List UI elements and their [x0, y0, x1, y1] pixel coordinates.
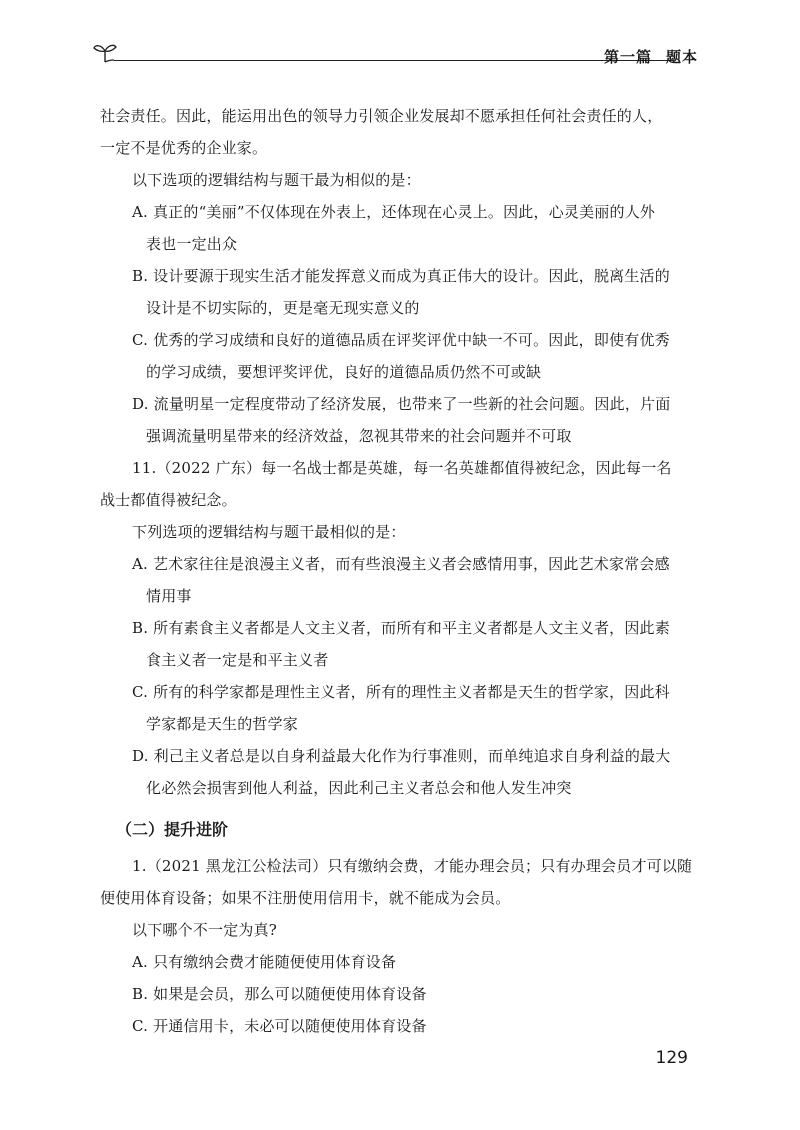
- option-c-cont: 的学习成绩，要想评奖评优，良好的道德品质仍然不可或缺: [146, 363, 542, 381]
- option-b: B. 所有素食主义者都是人文主义者，而所有和平主义者都是人文主义者，因此素: [132, 619, 670, 637]
- option-d: D. 利己主义者总是以自身利益最大化作为行事准则，而单纯追求自身利益的最大: [132, 747, 671, 765]
- option-b: B. 如果是会员，那么可以随便使用体育设备: [132, 985, 427, 1003]
- text-line: 社会责任。因此，能运用出色的领导力引领企业发展却不愿承担任何社会责任的人，: [100, 107, 663, 125]
- text-line: 一定不是优秀的企业家。: [100, 139, 268, 157]
- option-d: D. 流量明星一定程度带动了经济发展，也带来了一些新的社会问题。因此，片面: [132, 395, 671, 413]
- page-content: [100, 100, 700, 1042]
- option-b-cont: 食主义者一定是和平主义者: [146, 651, 329, 669]
- option-a: A. 只有缴纳会费才能随便使用体育设备: [132, 953, 397, 971]
- sprout-icon: [92, 40, 120, 68]
- header-section: 题本: [665, 48, 698, 66]
- option-c: C. 开通信用卡，未必可以随便使用体育设备: [132, 1017, 427, 1035]
- option-a-cont: 情用事: [146, 587, 192, 605]
- header-title: [604, 46, 698, 67]
- question-stem: 以下选项的逻辑结构与题干最为相似的是：: [132, 171, 421, 189]
- question-1: 1.（2021 黑龙江公检法司）只有缴纳会费，才能办理会员；只有办理会员才可以随: [132, 857, 693, 875]
- question-1-cont: 便使用体育设备；如果不注册使用信用卡，就不能成为会员。: [100, 889, 511, 907]
- question-stem: 下列选项的逻辑结构与题干最相似的是：: [132, 523, 406, 541]
- question-stem: 以下哪个不一定为真?: [132, 921, 278, 939]
- running-header: [92, 40, 712, 70]
- header-rule: [114, 60, 674, 61]
- option-d-cont: 化必然会损害到他人利益，因此利己主义者总会和他人发生冲突: [146, 779, 572, 797]
- section-title: （二）提升进阶: [116, 820, 229, 839]
- option-c: C. 所有的科学家都是理性主义者，所有的理性主义者都是天生的哲学家，因此科: [132, 683, 670, 701]
- page-number: 129: [655, 1048, 688, 1068]
- option-c-cont: 学家都是天生的哲学家: [146, 715, 299, 733]
- question-11-cont: 战士都值得被纪念。: [100, 491, 237, 509]
- option-b: B. 设计要源于现实生活才能发挥意义而成为真正伟大的设计。因此，脱离生活的: [132, 267, 670, 285]
- option-d-cont: 强调流量明星带来的经济效益，忽视其带来的社会问题并不可取: [146, 427, 572, 445]
- option-a-cont: 表也一定出众: [146, 235, 238, 253]
- option-a: A. 真正的“美丽”不仅体现在外表上，还体现在心灵上。因此，心灵美丽的人外: [132, 203, 656, 221]
- header-part: 第一篇: [603, 48, 652, 66]
- question-11: 11.（2022 广东）每一名战士都是英雄，每一名英雄都值得被纪念，因此每一名: [132, 459, 672, 477]
- option-b-cont: 设计是不切实际的，更是毫无现实意义的: [146, 299, 420, 317]
- option-a: A. 艺术家往往是浪漫主义者，而有些浪漫主义者会感情用事，因此艺术家常会感: [132, 555, 670, 573]
- option-c: C. 优秀的学习成绩和良好的道德品质在评奖评优中缺一不可。因此，即使有优秀: [132, 331, 670, 349]
